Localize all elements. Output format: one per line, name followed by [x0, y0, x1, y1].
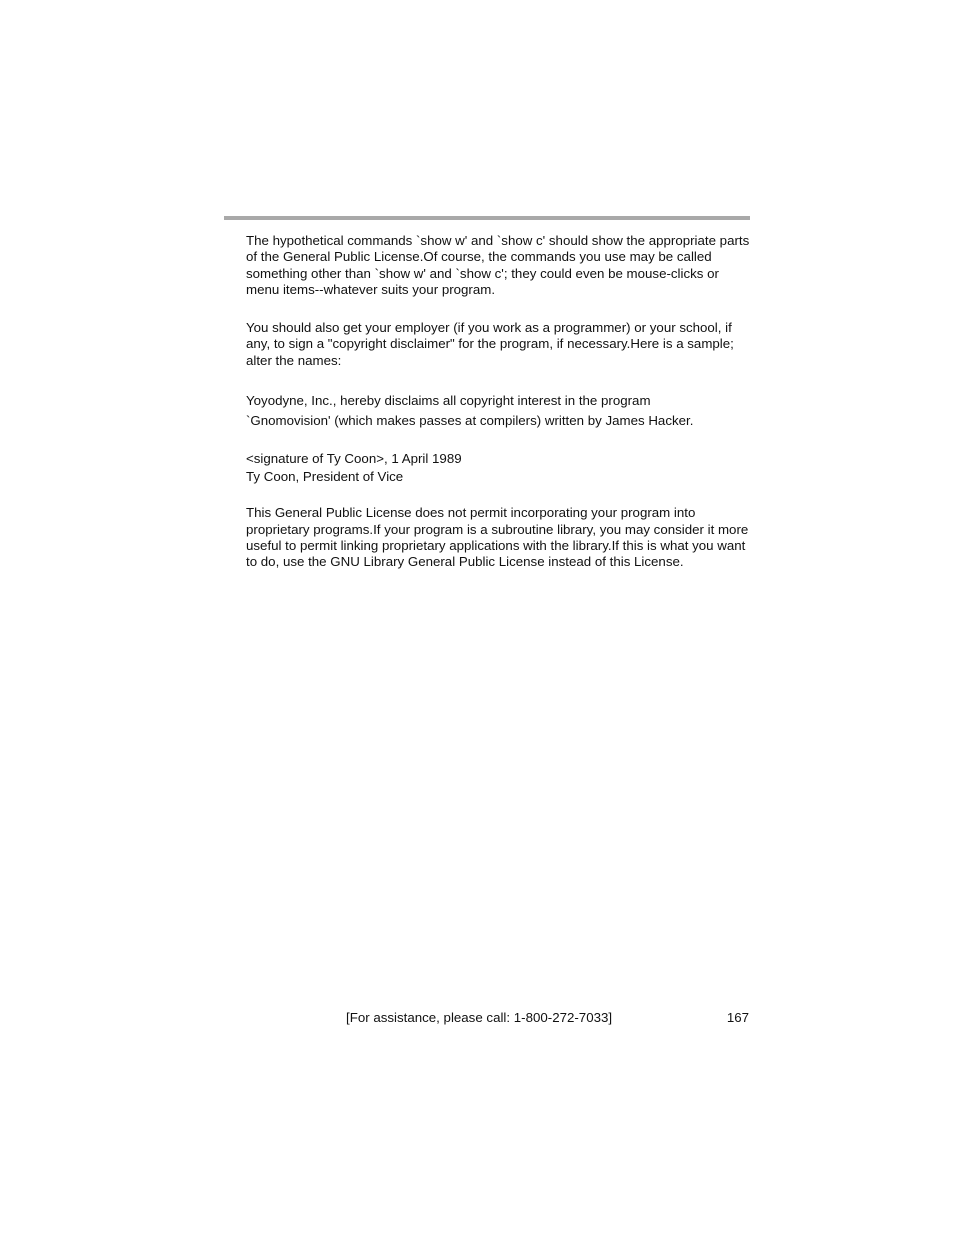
- signature-block: [246, 449, 750, 485]
- paragraph-show-commands: The hypothetical commands `show w' and `show c' should show the appropriate parts of the General Public License.Of course, the commands you use may be called something other than `show w' and `show c'; they could even be mouse-clicks or menu items--whatever suits your program.: [246, 233, 750, 297]
- sample-disclaimer: [246, 391, 750, 431]
- paragraph-proprietary-programs: This General Public License does not permit incorporating your program into proprietary programs.If your program is a subroutine library, you may consider it more useful to permit linking proprietary applications with the library.If this is what you want to do, use the GNU Library General Public License instead of this License.: [246, 505, 749, 570]
- page-body: [246, 233, 750, 571]
- footer-assistance: [For assistance, please call: 1-800-272-7033]: [346, 1010, 613, 1025]
- signature-line: <signature of Ty Coon>, 1 April 1989: [246, 451, 462, 467]
- page-number: 167: [726, 1010, 749, 1025]
- paragraph-copyright-disclaimer: You should also get your employer (if you work as a programmer) or your school, if any, to sign a "copyright disclaimer" for the program, if necessary.Here is a sample; alter the names:: [246, 320, 734, 368]
- sample-disclaimer-line-2: `Gnomovision' (which makes passes at compilers) written by James Hacker.: [246, 413, 694, 429]
- signatory-title: Ty Coon, President of Vice: [246, 469, 404, 485]
- sample-disclaimer-line-1: Yoyodyne, Inc., hereby disclaims all copyright interest in the program: [246, 393, 651, 409]
- header-rule: [224, 216, 750, 220]
